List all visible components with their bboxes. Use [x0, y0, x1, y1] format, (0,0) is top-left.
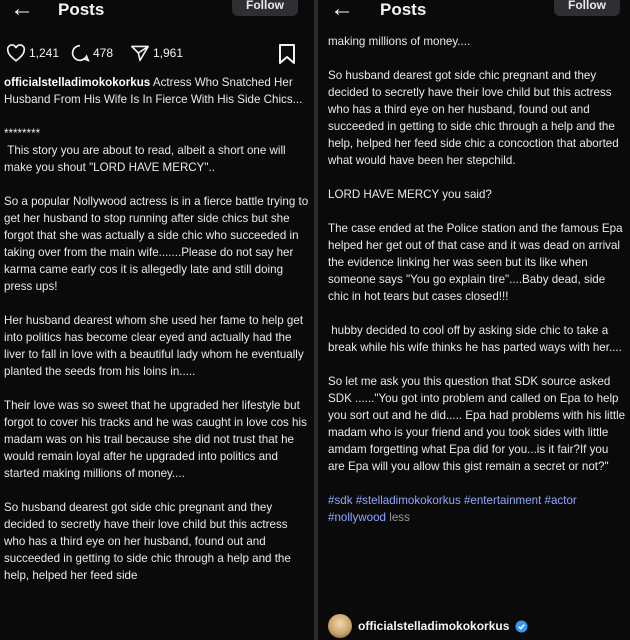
hashtags[interactable]: #sdk #stelladimokokorkus #entertainment #actor #nollywood [328, 494, 580, 524]
post-panel-right [318, 0, 630, 640]
comment-count: 478 [93, 46, 114, 60]
back-arrow-icon[interactable]: ← [10, 0, 34, 22]
follow-button[interactable]: Follow [232, 0, 298, 16]
author-name[interactable]: officialstelladimokokorkus [358, 619, 510, 633]
like-action[interactable] [6, 44, 59, 62]
caption-body-continued: making millions of money.... So husband dearest got side chic pregnant and they decided to secretly have their love child but this actress who has a third eye on her husband, found out and succeeded in getting to side chic through a help and the help, helped her feed side chic a concoction that aborted what would have been her stepchild. LORD HAVE MERCY you said? The case ended at the Police station and the famous Epa helped her get out of that case and it was dead on arrival the evidence linking her was seen but its like when someone says "You go explain tire"....Baby dead, side chic in hot tears but cases closed!!! hubby decided to cool off by asking side chic to take a break while his wife thinks he has parted ways with her.... So let me ask you this question that SDK source asked SDK ......"You got into problem and called on Epa to help you sort out and he did..... Epa had problems with his little madam who is your friend and you took sides with little amdam forgetting what Epa did for you...is it fair?If you are Epa will you allow this gist remain a secret or not?" [328, 35, 626, 473]
bookmark-button[interactable] [278, 44, 296, 67]
back-arrow-icon[interactable]: ← [330, 0, 354, 22]
top-bar [318, 0, 630, 24]
less-link[interactable]: less [389, 511, 410, 524]
action-row [6, 44, 304, 66]
author-row[interactable] [328, 612, 528, 640]
follow-button[interactable]: Follow [554, 0, 620, 16]
page-title: Posts [58, 0, 105, 19]
caption-username[interactable]: officialstelladimokokorkus [4, 76, 151, 89]
page-title: Posts [380, 0, 427, 19]
post-panel-left [0, 0, 314, 640]
share-count: 1,961 [153, 46, 184, 60]
comment-action[interactable] [70, 44, 113, 62]
post-caption [4, 74, 310, 584]
post-caption-continued [328, 33, 628, 526]
avatar[interactable] [328, 614, 352, 638]
share-action[interactable] [130, 44, 183, 62]
caption-body: Actress Who Snatched Her Husband From His Wife Is In Fierce With His Side Chics... ******** This story you are about to read, albeit a short one will make you shout "LORD HAVE MERCY".. So a popular Nollywood actress is in a fierce battle trying to get her husband to stop running after side chics but she forgot that she was actually a side chic who succeeded in taking over from the main wife.......Please do not say her karma came early cos it is allegedly late and still doing press ups! Her husband dearest whom she used her fame to help get into politics has become clear eyed and actually had the liver to fall in love with a beautiful lady whom he eventually planted the seeds from his loins in..... Their love was so sweet that he upgraded her lifestyle but forgot to cover his tracks and he was caught in love cos his madam was on his trail because she did not trust that he would remain loyal after he upgraded into politics and started making millions of money.... So husband dearest got side chic pregnant and they decided to secretly have their love child but this actress who has a third eye on her husband, found out and succeeded in getting to side chic through a help and the help, helped her feed side [4, 76, 309, 582]
bookmark-icon[interactable] [278, 44, 296, 64]
heart-icon[interactable] [6, 44, 26, 62]
share-icon[interactable] [130, 44, 150, 62]
comment-icon[interactable] [70, 44, 90, 62]
like-count: 1,241 [29, 46, 60, 60]
top-bar [0, 0, 314, 24]
verified-icon [515, 620, 528, 633]
